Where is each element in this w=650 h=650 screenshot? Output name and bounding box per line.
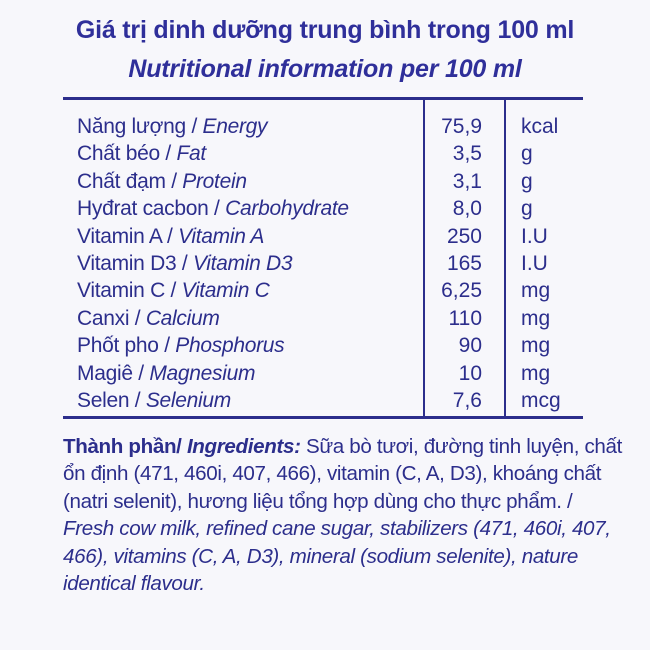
nutrient-name-en: Fat — [176, 142, 206, 166]
nutrient-name-en: Vitamin C — [181, 279, 270, 303]
nutrient-name: Chất béo / Fat — [77, 142, 206, 166]
nutrient-name: Năng lượng / Energy — [77, 115, 268, 138]
nutrient-value: 8,0 — [452, 197, 482, 221]
nutrient-name: Selen / Selenium — [77, 388, 231, 412]
nutrient-name-en: Protein — [182, 169, 247, 193]
nutrient-name: Vitamin C / Vitamin C — [77, 279, 270, 303]
nutrient-value: 3,1 — [452, 169, 482, 193]
nutrient-name: Chất đạm / Protein — [77, 169, 247, 193]
nutrient-name-vi: Phốt pho — [77, 334, 159, 358]
nutrient-name-vi: Selen — [77, 388, 130, 412]
nutrient-value: 250 — [446, 224, 482, 248]
nutrient-name: Vitamin D3 / Vitamin D3 — [77, 251, 293, 275]
nutrition-rows — [63, 115, 583, 416]
nutrient-name-en: Selenium — [145, 388, 231, 412]
nutrient-name-vi: Năng lượng — [77, 115, 186, 138]
table-row — [63, 252, 583, 279]
nutrient-unit: g — [521, 197, 533, 221]
nutrient-name-vi: Vitamin C — [77, 279, 165, 303]
table-row — [63, 170, 583, 197]
nutrient-unit: mg — [521, 279, 551, 303]
nutrient-value: 110 — [448, 306, 482, 330]
title-vietnamese: Giá trị dinh dưỡng trung bình trong 100 ml — [75, 16, 575, 44]
nutrient-unit: g — [521, 142, 533, 166]
nutrient-name-vi: Hyđrat cacbon — [77, 197, 209, 221]
table-row — [63, 142, 583, 169]
nutrient-value: 6,25 — [441, 279, 482, 303]
nutrient-name: Hyđrat cacbon / Carbohydrate — [77, 197, 349, 221]
nutrient-name: Canxi / Calcium — [77, 306, 220, 330]
nutrient-unit: mg — [521, 361, 551, 385]
nutrient-name-vi: Vitamin D3 — [77, 251, 177, 275]
ingredients-text-vi: Sữa bò tươi, đường tinh luyện, chất ổn định (471, 460i, 407, 466), vitamin (C, A, D3), khoáng chất (natri selenit), hương liệu tổng hợp dùng cho thực phẩm. / — [63, 435, 622, 513]
nutrient-name-en: Carbohydrate — [225, 197, 349, 221]
table-row — [63, 197, 583, 224]
nutrient-name: Magiê / Magnesium — [77, 361, 256, 385]
ingredients-paragraph — [63, 433, 623, 597]
nutrient-unit: mcg — [521, 388, 561, 412]
nutrient-name-en: Calcium — [145, 306, 220, 330]
table-row — [63, 389, 583, 416]
nutrient-name-vi: Chất béo — [77, 142, 160, 166]
nutrition-table — [63, 97, 583, 419]
nutrient-name: Phốt pho / Phosphorus — [77, 334, 285, 358]
nutrient-name-en: Energy — [202, 115, 268, 138]
nutrient-value: 165 — [446, 251, 482, 275]
ingredients-text-en: Fresh cow milk, refined cane sugar, stabilizers (471, 460i, 407, 466), vitamins (C, A, D3), mineral (sodium selenite), nature identical flavour. — [63, 517, 611, 596]
nutrient-value: 75,9 — [441, 115, 482, 138]
nutrient-unit: mg — [521, 334, 551, 358]
table-row — [63, 307, 583, 334]
nutrient-name: Vitamin A / Vitamin A — [77, 224, 265, 248]
nutrient-name-vi: Canxi — [77, 306, 130, 330]
nutrient-unit: mg — [521, 306, 551, 330]
nutrient-unit: g — [521, 169, 533, 193]
nutrient-value: 90 — [458, 334, 482, 358]
nutrient-name-vi: Magiê — [77, 361, 133, 385]
nutrient-value: 7,6 — [452, 388, 482, 412]
nutrient-name-en: Vitamin A — [178, 224, 265, 248]
nutrient-unit: I.U — [521, 251, 548, 275]
nutrient-unit: kcal — [521, 115, 559, 138]
nutrient-name-en: Phosphorus — [175, 334, 285, 358]
table-row — [63, 115, 583, 142]
ingredients-label-vi: Thành phần/ — [63, 435, 182, 458]
nutrient-name-en: Vitamin D3 — [192, 251, 293, 275]
nutrient-value: 10 — [458, 361, 482, 385]
nutrient-name-vi: Chất đạm — [77, 169, 166, 193]
table-row — [63, 362, 583, 389]
table-row — [63, 225, 583, 252]
nutrient-name-vi: Vitamin A — [77, 224, 162, 248]
nutrient-value: 3,5 — [452, 142, 482, 166]
title-english: Nutritional information per 100 ml — [128, 55, 522, 83]
table-row — [63, 334, 583, 361]
ingredients-label-en: Ingredients: — [186, 435, 301, 458]
nutrient-name-en: Magnesium — [149, 361, 256, 385]
nutrient-unit: I.U — [521, 224, 548, 248]
table-row — [63, 279, 583, 306]
